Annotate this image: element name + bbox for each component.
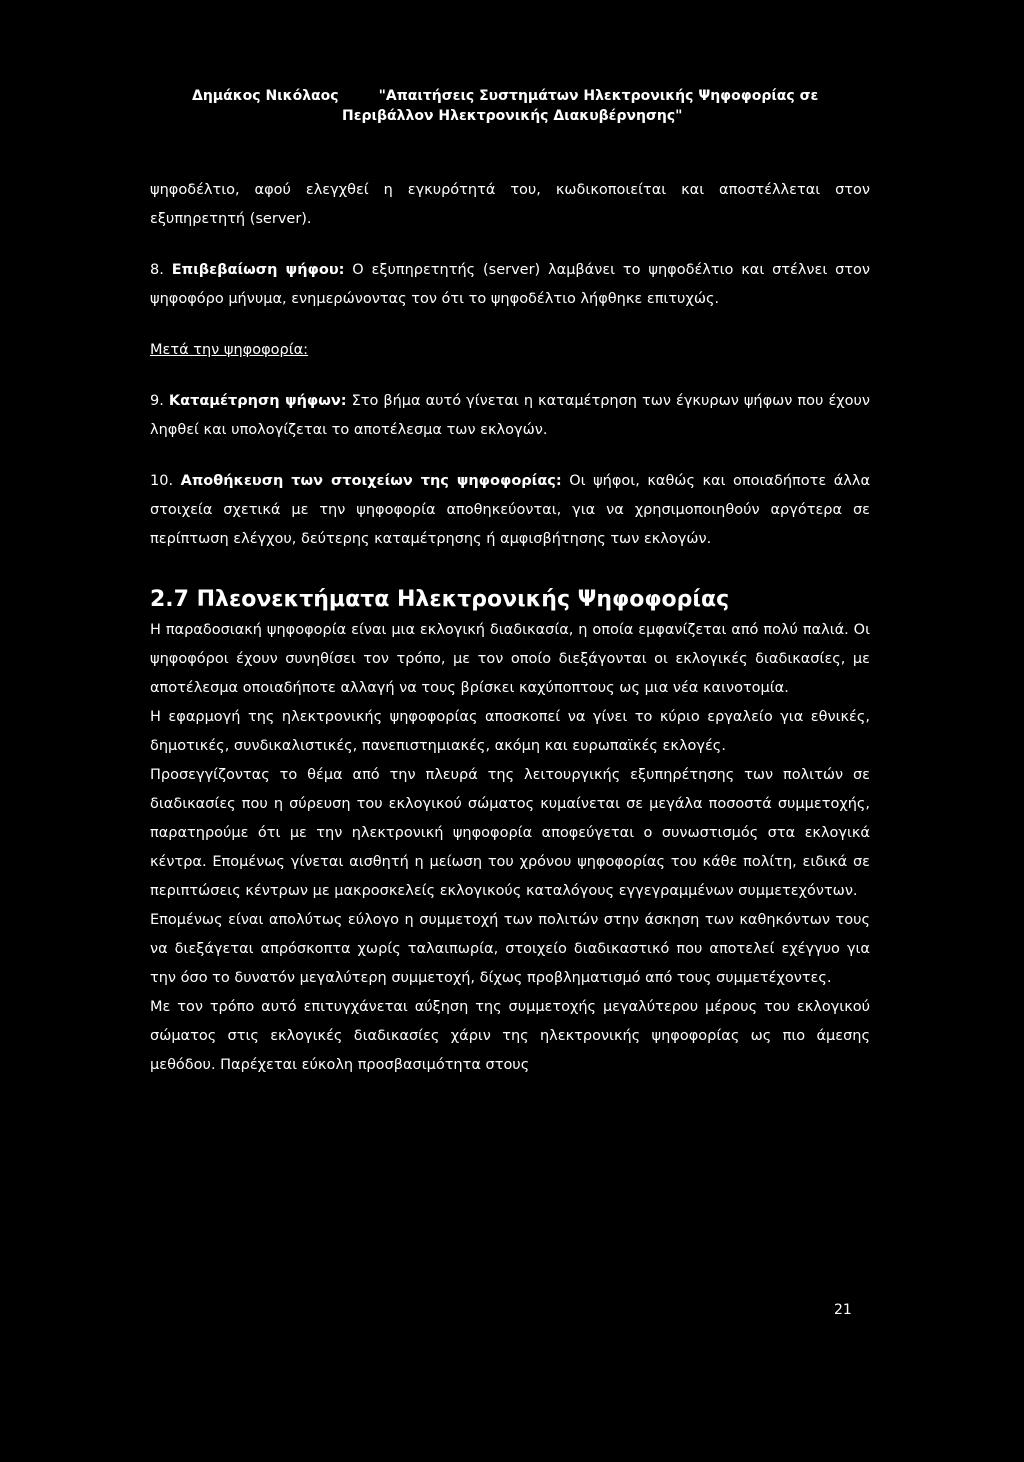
page-header — [150, 86, 870, 126]
list-item-8-text: Ο εξυπηρετητής (server) λαμβάνει το ψηφοδέλτιο και στέλνει στον ψηφοφόρο μήνυμα, ενημερώνοντας τον ότι το ψηφοδέλτιο λήφθηκε επιτυχώς. — [150, 262, 871, 307]
list-item-10 — [150, 467, 870, 554]
list-item-10-title: Αποθήκευση των στοιχείων της ψηφοφορίας: — [180, 473, 562, 489]
paragraph-2: Η εφαρμογή της ηλεκτρονικής ψηφοφορίας αποσκοπεί να γίνει το κύριο εργαλείο για εθνικές, δημοτικές, συνδικαλιστικές, πανεπιστημιακές, ακόμη και ευρωπαϊκές εκλογές. — [150, 709, 870, 754]
list-item-9-title: Καταμέτρηση ψήφων: — [168, 393, 347, 409]
page-number: 21 — [834, 1302, 852, 1318]
list-item-9-number: 9. — [150, 393, 164, 409]
list-item-10-number: 10. — [150, 473, 174, 489]
header-author: Δημάκος Νικόλαος — [192, 88, 339, 104]
document-body — [150, 176, 870, 1080]
paragraph-5: Με τον τρόπο αυτό επιτυγχάνεται αύξηση της συμμετοχής μεγαλύτερου μέρους του εκλογικού σώματος στις εκλογικές διαδικασίες χάριν της ηλεκτρονικής ψηφοφορίας ως πιο άμεσης μεθόδου. Παρέχεται εύκολη προσβασιμότητα στους — [150, 999, 870, 1073]
list-item-8-title: Επιβεβαίωση ψήφου: — [171, 262, 345, 278]
after-voting-heading: Μετά την ψηφοφορία: — [150, 342, 309, 358]
paragraph-intro: ψηφοδέλτιο, αφού ελεγχθεί η εγκυρότητά του, κωδικοποιείται και αποστέλλεται στον εξυπηρετητή (server). — [150, 182, 870, 227]
section-heading-2-7: 2.7 Πλεονεκτήματα Ηλεκτρονικής Ψηφοφορίας — [150, 587, 730, 612]
list-item-9-text: Στο βήμα αυτό γίνεται η καταμέτρηση των έγκυρων ψήφων που έχουν ληφθεί και υπολογίζεται το αποτέλεσμα των εκλογών. — [150, 393, 871, 438]
list-item-10-text: Οι ψήφοι, καθώς και οποιαδήποτε άλλα στοιχεία σχετικά με την ψηφοφορία αποθηκεύονται, για να χρησιμοποιηθούν αργότερα σε περίπτωση ελέγχου, δεύτερης καταμέτρησης ή αμφισβήτησης των εκλογών. — [150, 473, 871, 547]
list-item-9 — [150, 387, 870, 445]
paragraph-4: Επομένως είναι απολύτως εύλογο η συμμετοχή των πολιτών στην άσκηση των καθηκόντων τους να διεξάγεται απρόσκοπτα χωρίς ταλαιπωρία, στοιχείο διαδικαστικό που αποτελεί εχέγγυο για την όσο το δυνατόν μεγαλύτερη συμμετοχή, δίχως προβληματισμό από τους συμμετέχοντες. — [150, 912, 870, 986]
list-item-8 — [150, 256, 870, 314]
paragraph-1: Η παραδοσιακή ψηφοφορία είναι μια εκλογική διαδικασία, η οποία εμφανίζεται από πολύ παλιά. Οι ψηφοφόροι έχουν συνηθίσει τον τρόπο, με τον οποίο διεξάγονται οι εκλογικές διαδικασίες, με αποτέλεσμα οποιαδήποτε αλλαγή να τους βρίσκει καχύποπτους ως μια νέα καινοτομία. — [150, 622, 870, 696]
header-title-line1: "Απαιτήσεις Συστημάτων Ηλεκτρονικής Ψηφοφορίας σε — [378, 88, 819, 104]
paragraph-3: Προσεγγίζοντας το θέμα από την πλευρά της λειτουργικής εξυπηρέτησης των πολιτών σε διαδικασίες που η σύρευση του εκλογικού σώματος κυμαίνεται σε μεγάλα ποσοστά συμμετοχής, παρατηρούμε ότι με την ηλεκτρονική ψηφοφορία αποφεύγεται ο συνωστισμός στα εκλογικά κέντρα. Επομένως γίνεται αισθητή η μείωση του χρόνου ψηφοφορίας του κάθε πολίτη, ειδικά σε περιπτώσεις κέντρων με μακροσκελείς εκλογικούς καταλόγους εγγεγραμμένων συμμετεχόντων. — [150, 767, 870, 899]
header-title-line2: Περιβάλλον Ηλεκτρονικής Διακυβέρνησης" — [342, 108, 683, 124]
list-item-8-number: 8. — [150, 262, 164, 278]
